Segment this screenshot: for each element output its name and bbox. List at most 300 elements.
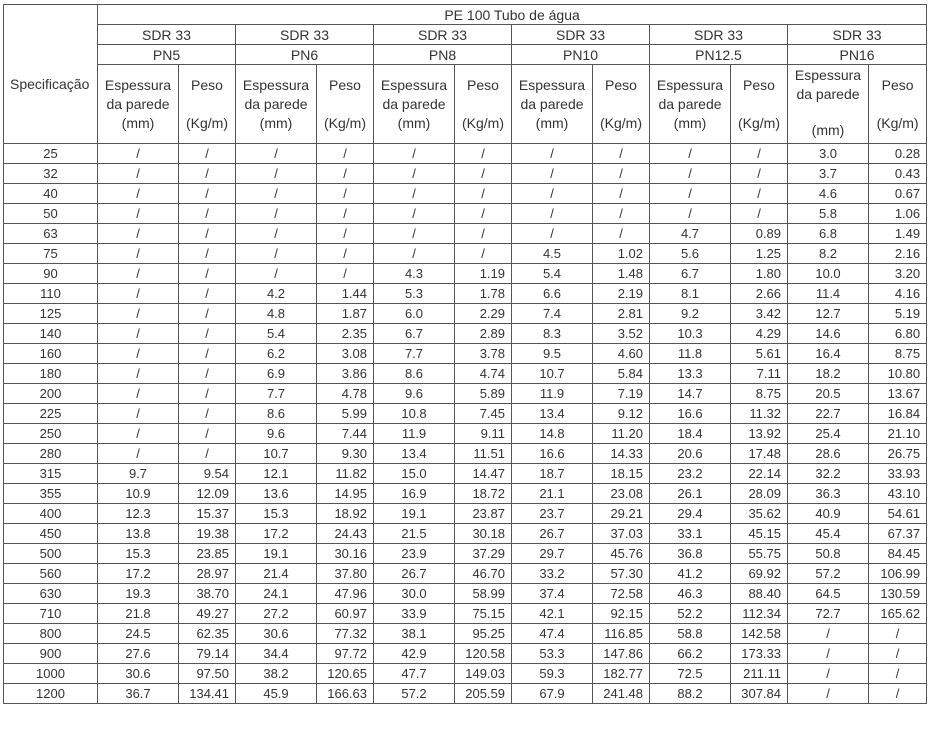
wall-thickness-cell: 40.9 <box>788 504 869 524</box>
weight-cell: 77.32 <box>317 624 374 644</box>
sub-header-row <box>4 65 927 144</box>
weight-cell: 4.74 <box>455 364 512 384</box>
wall-header-unit: (mm) <box>535 114 569 131</box>
wall-thickness-cell: / <box>788 684 869 704</box>
spec-cell: 75 <box>4 244 98 264</box>
wall-thickness-cell: 9.6 <box>236 424 317 444</box>
table-row <box>4 264 927 284</box>
wall-thickness-cell: 30.0 <box>374 584 455 604</box>
weight-cell: / <box>179 284 236 304</box>
weight-cell: 7.19 <box>593 384 650 404</box>
wall-thickness-cell: / <box>788 624 869 644</box>
wall-header-unit: (mm) <box>673 114 707 131</box>
wall-thickness-cell: 45.4 <box>788 524 869 544</box>
table-row <box>4 544 927 564</box>
wall-thickness-cell: 13.8 <box>98 524 179 544</box>
weight-cell: 45.15 <box>731 524 788 544</box>
wall-thickness-cell: / <box>98 244 179 264</box>
wall-thickness-cell: 26.7 <box>374 564 455 584</box>
weight-header <box>869 65 927 144</box>
wall-thickness-cell: / <box>98 204 179 224</box>
weight-cell: 2.16 <box>869 244 927 264</box>
weight-cell: 49.27 <box>179 604 236 624</box>
table-row <box>4 304 927 324</box>
spec-cell: 160 <box>4 344 98 364</box>
spec-cell: 50 <box>4 204 98 224</box>
weight-cell: 37.29 <box>455 544 512 564</box>
wall-header-unit: (mm) <box>811 122 845 138</box>
wall-thickness-cell: 12.1 <box>236 464 317 484</box>
weight-cell: / <box>179 164 236 184</box>
table-row <box>4 404 927 424</box>
weight-cell: 14.33 <box>593 444 650 464</box>
wall-thickness-cell: / <box>98 364 179 384</box>
wall-thickness-cell: 29.4 <box>650 504 731 524</box>
wall-thickness-cell: / <box>512 164 593 184</box>
weight-cell: 9.30 <box>317 444 374 464</box>
weight-cell: 69.92 <box>731 564 788 584</box>
weight-cell: 18.15 <box>593 464 650 484</box>
sdr-header: SDR 33 <box>512 25 650 45</box>
weight-cell: 7.45 <box>455 404 512 424</box>
spec-cell: 450 <box>4 524 98 544</box>
weight-cell: / <box>317 204 374 224</box>
weight-cell: 205.59 <box>455 684 512 704</box>
weight-cell: / <box>179 244 236 264</box>
wall-thickness-header <box>236 65 317 144</box>
wall-header-line1: Espessura <box>656 76 724 93</box>
wall-thickness-cell: 6.9 <box>236 364 317 384</box>
wall-thickness-cell: 47.4 <box>512 624 593 644</box>
wall-thickness-cell: 6.0 <box>374 304 455 324</box>
weight-cell: 55.75 <box>731 544 788 564</box>
pn-header: PN6 <box>236 45 374 65</box>
wall-thickness-cell: 8.2 <box>788 244 869 264</box>
wall-thickness-cell: / <box>236 244 317 264</box>
weight-cell: 97.72 <box>317 644 374 664</box>
weight-cell: 0.43 <box>869 164 927 184</box>
weight-cell: 23.87 <box>455 504 512 524</box>
table-row <box>4 384 927 404</box>
wall-thickness-cell: / <box>98 404 179 424</box>
wall-thickness-header <box>650 65 731 144</box>
spec-cell: 63 <box>4 224 98 244</box>
weight-cell: / <box>869 684 927 704</box>
weight-cell: 60.97 <box>317 604 374 624</box>
wall-thickness-cell: 16.6 <box>650 404 731 424</box>
wall-thickness-cell: 67.9 <box>512 684 593 704</box>
wall-header-line2: da parede <box>382 95 446 112</box>
weight-header <box>731 65 788 144</box>
spec-cell: 250 <box>4 424 98 444</box>
weight-cell: / <box>731 144 788 164</box>
weight-cell: 37.03 <box>593 524 650 544</box>
spec-cell: 110 <box>4 284 98 304</box>
wall-thickness-cell: 46.3 <box>650 584 731 604</box>
wall-thickness-cell: 11.4 <box>788 284 869 304</box>
weight-cell: 19.38 <box>179 524 236 544</box>
spec-cell: 25 <box>4 144 98 164</box>
wall-thickness-cell: 23.7 <box>512 504 593 524</box>
weight-cell: 2.29 <box>455 304 512 324</box>
pn-row <box>4 45 927 65</box>
wall-thickness-cell: / <box>374 204 455 224</box>
wall-thickness-cell: 42.1 <box>512 604 593 624</box>
wall-thickness-cell: 47.7 <box>374 664 455 684</box>
weight-cell: 21.10 <box>869 424 927 444</box>
weight-cell: / <box>179 184 236 204</box>
weight-header-unit: (Kg/m) <box>324 114 366 131</box>
wall-thickness-cell: 18.2 <box>788 364 869 384</box>
weight-cell: 3.42 <box>731 304 788 324</box>
wall-thickness-cell: 9.6 <box>374 384 455 404</box>
wall-thickness-cell: 38.1 <box>374 624 455 644</box>
wall-thickness-header <box>512 65 593 144</box>
table-row <box>4 484 927 504</box>
weight-cell: 5.19 <box>869 304 927 324</box>
weight-cell: / <box>455 204 512 224</box>
wall-header-line2: da parede <box>520 95 584 112</box>
weight-cell: 54.61 <box>869 504 927 524</box>
wall-thickness-cell: 64.5 <box>788 584 869 604</box>
weight-cell: 13.67 <box>869 384 927 404</box>
wall-thickness-cell: / <box>98 304 179 324</box>
wall-thickness-cell: 15.0 <box>374 464 455 484</box>
wall-thickness-cell: / <box>788 664 869 684</box>
spec-cell: 400 <box>4 504 98 524</box>
weight-cell: 147.86 <box>593 644 650 664</box>
wall-thickness-cell: 12.3 <box>98 504 179 524</box>
wall-thickness-cell: 27.6 <box>98 644 179 664</box>
weight-cell: / <box>317 244 374 264</box>
pn-header: PN8 <box>374 45 512 65</box>
weight-cell: 9.54 <box>179 464 236 484</box>
wall-thickness-cell: 4.3 <box>374 264 455 284</box>
weight-cell: / <box>593 184 650 204</box>
table-row <box>4 224 927 244</box>
weight-cell: 62.35 <box>179 624 236 644</box>
wall-thickness-header <box>98 65 179 144</box>
sdr-header: SDR 33 <box>788 25 927 45</box>
wall-thickness-cell: 29.7 <box>512 544 593 564</box>
wall-thickness-cell: / <box>512 184 593 204</box>
weight-cell: / <box>179 324 236 344</box>
wall-thickness-cell: 36.7 <box>98 684 179 704</box>
table-row <box>4 464 927 484</box>
pn-header: PN16 <box>788 45 927 65</box>
wall-thickness-cell: 42.9 <box>374 644 455 664</box>
weight-header-line1: Peso <box>191 76 223 93</box>
weight-cell: 1.80 <box>731 264 788 284</box>
weight-cell: 15.37 <box>179 504 236 524</box>
weight-cell: 24.43 <box>317 524 374 544</box>
spec-cell: 280 <box>4 444 98 464</box>
weight-cell: 1.19 <box>455 264 512 284</box>
wall-thickness-cell: / <box>98 384 179 404</box>
weight-cell: 79.14 <box>179 644 236 664</box>
weight-cell: 3.78 <box>455 344 512 364</box>
wall-thickness-cell: 4.8 <box>236 304 317 324</box>
weight-cell: 116.85 <box>593 624 650 644</box>
weight-cell: 241.48 <box>593 684 650 704</box>
wall-thickness-cell: 4.7 <box>650 224 731 244</box>
weight-cell: 45.76 <box>593 544 650 564</box>
wall-header-unit: (mm) <box>259 114 293 131</box>
wall-thickness-cell: 21.5 <box>374 524 455 544</box>
spec-cell: 1200 <box>4 684 98 704</box>
weight-cell: 166.63 <box>317 684 374 704</box>
weight-cell: 1.02 <box>593 244 650 264</box>
wall-thickness-cell: 30.6 <box>236 624 317 644</box>
weight-cell: 17.48 <box>731 444 788 464</box>
spec-cell: 355 <box>4 484 98 504</box>
weight-cell: / <box>455 184 512 204</box>
weight-cell: 6.80 <box>869 324 927 344</box>
pn-header: PN5 <box>98 45 236 65</box>
wall-thickness-cell: 7.7 <box>374 344 455 364</box>
weight-cell: 7.11 <box>731 364 788 384</box>
wall-thickness-cell: 34.4 <box>236 644 317 664</box>
table-row <box>4 684 927 704</box>
wall-thickness-cell: / <box>650 184 731 204</box>
wall-thickness-cell: 50.8 <box>788 544 869 564</box>
wall-thickness-cell: 8.6 <box>374 364 455 384</box>
pn-header: PN12.5 <box>650 45 788 65</box>
wall-thickness-cell: 23.2 <box>650 464 731 484</box>
wall-thickness-cell: 19.1 <box>236 544 317 564</box>
wall-thickness-cell: / <box>98 444 179 464</box>
wall-thickness-cell: 26.7 <box>512 524 593 544</box>
weight-cell: 11.20 <box>593 424 650 444</box>
wall-header-unit: (mm) <box>397 114 431 131</box>
wall-thickness-cell: 10.8 <box>374 404 455 424</box>
weight-cell: 0.67 <box>869 184 927 204</box>
weight-cell: 165.62 <box>869 604 927 624</box>
wall-thickness-cell: 10.3 <box>650 324 731 344</box>
weight-cell: 23.85 <box>179 544 236 564</box>
wall-thickness-cell: 21.1 <box>512 484 593 504</box>
wall-thickness-cell: 5.4 <box>512 264 593 284</box>
wall-thickness-cell: 21.4 <box>236 564 317 584</box>
weight-cell: / <box>179 224 236 244</box>
weight-header-line1: Peso <box>881 76 914 93</box>
wall-thickness-cell: 10.7 <box>236 444 317 464</box>
wall-thickness-cell: 17.2 <box>236 524 317 544</box>
weight-cell: 14.47 <box>455 464 512 484</box>
weight-cell: 3.08 <box>317 344 374 364</box>
wall-thickness-cell: 3.7 <box>788 164 869 184</box>
wall-thickness-cell: / <box>98 144 179 164</box>
wall-header-line2: da parede <box>796 86 860 102</box>
table-row <box>4 444 927 464</box>
weight-cell: 5.84 <box>593 364 650 384</box>
weight-cell: 120.58 <box>455 644 512 664</box>
wall-thickness-cell: / <box>98 424 179 444</box>
weight-cell: 38.70 <box>179 584 236 604</box>
weight-cell: 84.45 <box>869 544 927 564</box>
wall-thickness-cell: 45.9 <box>236 684 317 704</box>
weight-cell: / <box>455 244 512 264</box>
pn-header: PN10 <box>512 45 650 65</box>
weight-cell: 11.51 <box>455 444 512 464</box>
table-row <box>4 344 927 364</box>
wall-thickness-cell: / <box>512 144 593 164</box>
wall-thickness-cell: 24.1 <box>236 584 317 604</box>
title-row <box>4 5 927 25</box>
wall-thickness-cell: 20.6 <box>650 444 731 464</box>
wall-thickness-cell: / <box>788 644 869 664</box>
weight-cell: 2.35 <box>317 324 374 344</box>
weight-cell: 3.86 <box>317 364 374 384</box>
weight-cell: 173.33 <box>731 644 788 664</box>
weight-cell: / <box>179 384 236 404</box>
table-row <box>4 664 927 684</box>
weight-cell: 10.80 <box>869 364 927 384</box>
weight-header-line1: Peso <box>329 76 361 93</box>
wall-thickness-cell: 6.7 <box>650 264 731 284</box>
spec-cell: 32 <box>4 164 98 184</box>
weight-cell: / <box>869 644 927 664</box>
weight-cell: / <box>869 664 927 684</box>
table-row <box>4 584 927 604</box>
wall-thickness-cell: / <box>236 264 317 284</box>
wall-header-line1: Espessura <box>380 76 448 93</box>
wall-header-unit: (mm) <box>121 114 155 131</box>
wall-thickness-cell: 14.7 <box>650 384 731 404</box>
wall-thickness-cell: 10.9 <box>98 484 179 504</box>
weight-header-line1: Peso <box>467 76 499 93</box>
wall-thickness-cell: / <box>374 164 455 184</box>
weight-cell: 18.72 <box>455 484 512 504</box>
weight-header-unit: (Kg/m) <box>600 114 642 131</box>
weight-cell: 7.44 <box>317 424 374 444</box>
weight-cell: 75.15 <box>455 604 512 624</box>
table-row <box>4 184 927 204</box>
wall-thickness-cell: 16.4 <box>788 344 869 364</box>
wall-thickness-cell: 4.6 <box>788 184 869 204</box>
weight-cell: 88.40 <box>731 584 788 604</box>
weight-cell: 47.96 <box>317 584 374 604</box>
wall-thickness-header <box>788 65 869 144</box>
wall-header-line2: da parede <box>106 95 170 112</box>
wall-thickness-cell: / <box>98 264 179 284</box>
weight-cell: / <box>179 304 236 324</box>
weight-cell: / <box>593 204 650 224</box>
weight-cell: / <box>317 164 374 184</box>
weight-cell: 46.70 <box>455 564 512 584</box>
weight-cell: 26.75 <box>869 444 927 464</box>
wall-thickness-cell: 9.2 <box>650 304 731 324</box>
table-row <box>4 604 927 624</box>
table-body <box>4 144 927 704</box>
wall-thickness-cell: 7.7 <box>236 384 317 404</box>
weight-header-unit: (Kg/m) <box>876 114 919 131</box>
wall-thickness-cell: / <box>98 324 179 344</box>
weight-cell: 13.92 <box>731 424 788 444</box>
weight-cell: 28.09 <box>731 484 788 504</box>
wall-thickness-cell: 8.3 <box>512 324 593 344</box>
weight-cell: 9.12 <box>593 404 650 424</box>
weight-cell: 1.44 <box>317 284 374 304</box>
weight-cell: 4.78 <box>317 384 374 404</box>
wall-thickness-cell: 57.2 <box>374 684 455 704</box>
wall-thickness-cell: 38.2 <box>236 664 317 684</box>
wall-thickness-cell: 21.8 <box>98 604 179 624</box>
wall-thickness-cell: 15.3 <box>98 544 179 564</box>
wall-header-line1: Espessura <box>104 76 172 93</box>
wall-thickness-cell: 36.3 <box>788 484 869 504</box>
weight-cell: / <box>317 224 374 244</box>
weight-cell: 22.14 <box>731 464 788 484</box>
wall-thickness-cell: 26.1 <box>650 484 731 504</box>
spec-cell: 800 <box>4 624 98 644</box>
weight-header <box>179 65 236 144</box>
weight-cell: 29.21 <box>593 504 650 524</box>
weight-cell: 16.84 <box>869 404 927 424</box>
weight-cell: 33.93 <box>869 464 927 484</box>
weight-cell: 130.59 <box>869 584 927 604</box>
weight-cell: 67.37 <box>869 524 927 544</box>
weight-cell: 58.99 <box>455 584 512 604</box>
wall-thickness-cell: / <box>374 144 455 164</box>
weight-cell: 1.06 <box>869 204 927 224</box>
weight-cell: 4.60 <box>593 344 650 364</box>
wall-thickness-cell: / <box>512 204 593 224</box>
wall-thickness-cell: / <box>98 284 179 304</box>
wall-thickness-cell: / <box>512 224 593 244</box>
spec-cell: 125 <box>4 304 98 324</box>
weight-cell: 1.87 <box>317 304 374 324</box>
wall-thickness-cell: / <box>236 164 317 184</box>
table-row <box>4 424 927 444</box>
wall-thickness-cell: / <box>650 144 731 164</box>
weight-cell: / <box>455 224 512 244</box>
weight-cell: 0.89 <box>731 224 788 244</box>
weight-cell: 11.82 <box>317 464 374 484</box>
weight-header-line1: Peso <box>605 76 637 93</box>
spec-cell: 710 <box>4 604 98 624</box>
table-row <box>4 364 927 384</box>
weight-cell: / <box>179 424 236 444</box>
weight-cell: 1.78 <box>455 284 512 304</box>
wall-thickness-cell: 17.2 <box>98 564 179 584</box>
wall-thickness-cell: 4.5 <box>512 244 593 264</box>
wall-thickness-cell: 9.7 <box>98 464 179 484</box>
wall-thickness-cell: 13.4 <box>512 404 593 424</box>
wall-thickness-cell: / <box>236 144 317 164</box>
weight-cell: 28.97 <box>179 564 236 584</box>
table-row <box>4 204 927 224</box>
wall-thickness-cell: / <box>98 224 179 244</box>
wall-thickness-cell: 28.6 <box>788 444 869 464</box>
weight-cell: / <box>593 164 650 184</box>
wall-thickness-cell: 20.5 <box>788 384 869 404</box>
wall-thickness-cell: 8.6 <box>236 404 317 424</box>
weight-cell: 3.52 <box>593 324 650 344</box>
sdr-row <box>4 25 927 45</box>
wall-thickness-cell: 16.6 <box>512 444 593 464</box>
wall-thickness-cell: 11.9 <box>512 384 593 404</box>
wall-header-line2: da parede <box>244 95 308 112</box>
weight-cell: / <box>455 144 512 164</box>
wall-thickness-cell: 10.7 <box>512 364 593 384</box>
weight-cell: / <box>179 144 236 164</box>
wall-thickness-cell: 72.5 <box>650 664 731 684</box>
weight-cell: 1.25 <box>731 244 788 264</box>
sdr-header: SDR 33 <box>236 25 374 45</box>
weight-cell: 23.08 <box>593 484 650 504</box>
weight-cell: / <box>731 204 788 224</box>
